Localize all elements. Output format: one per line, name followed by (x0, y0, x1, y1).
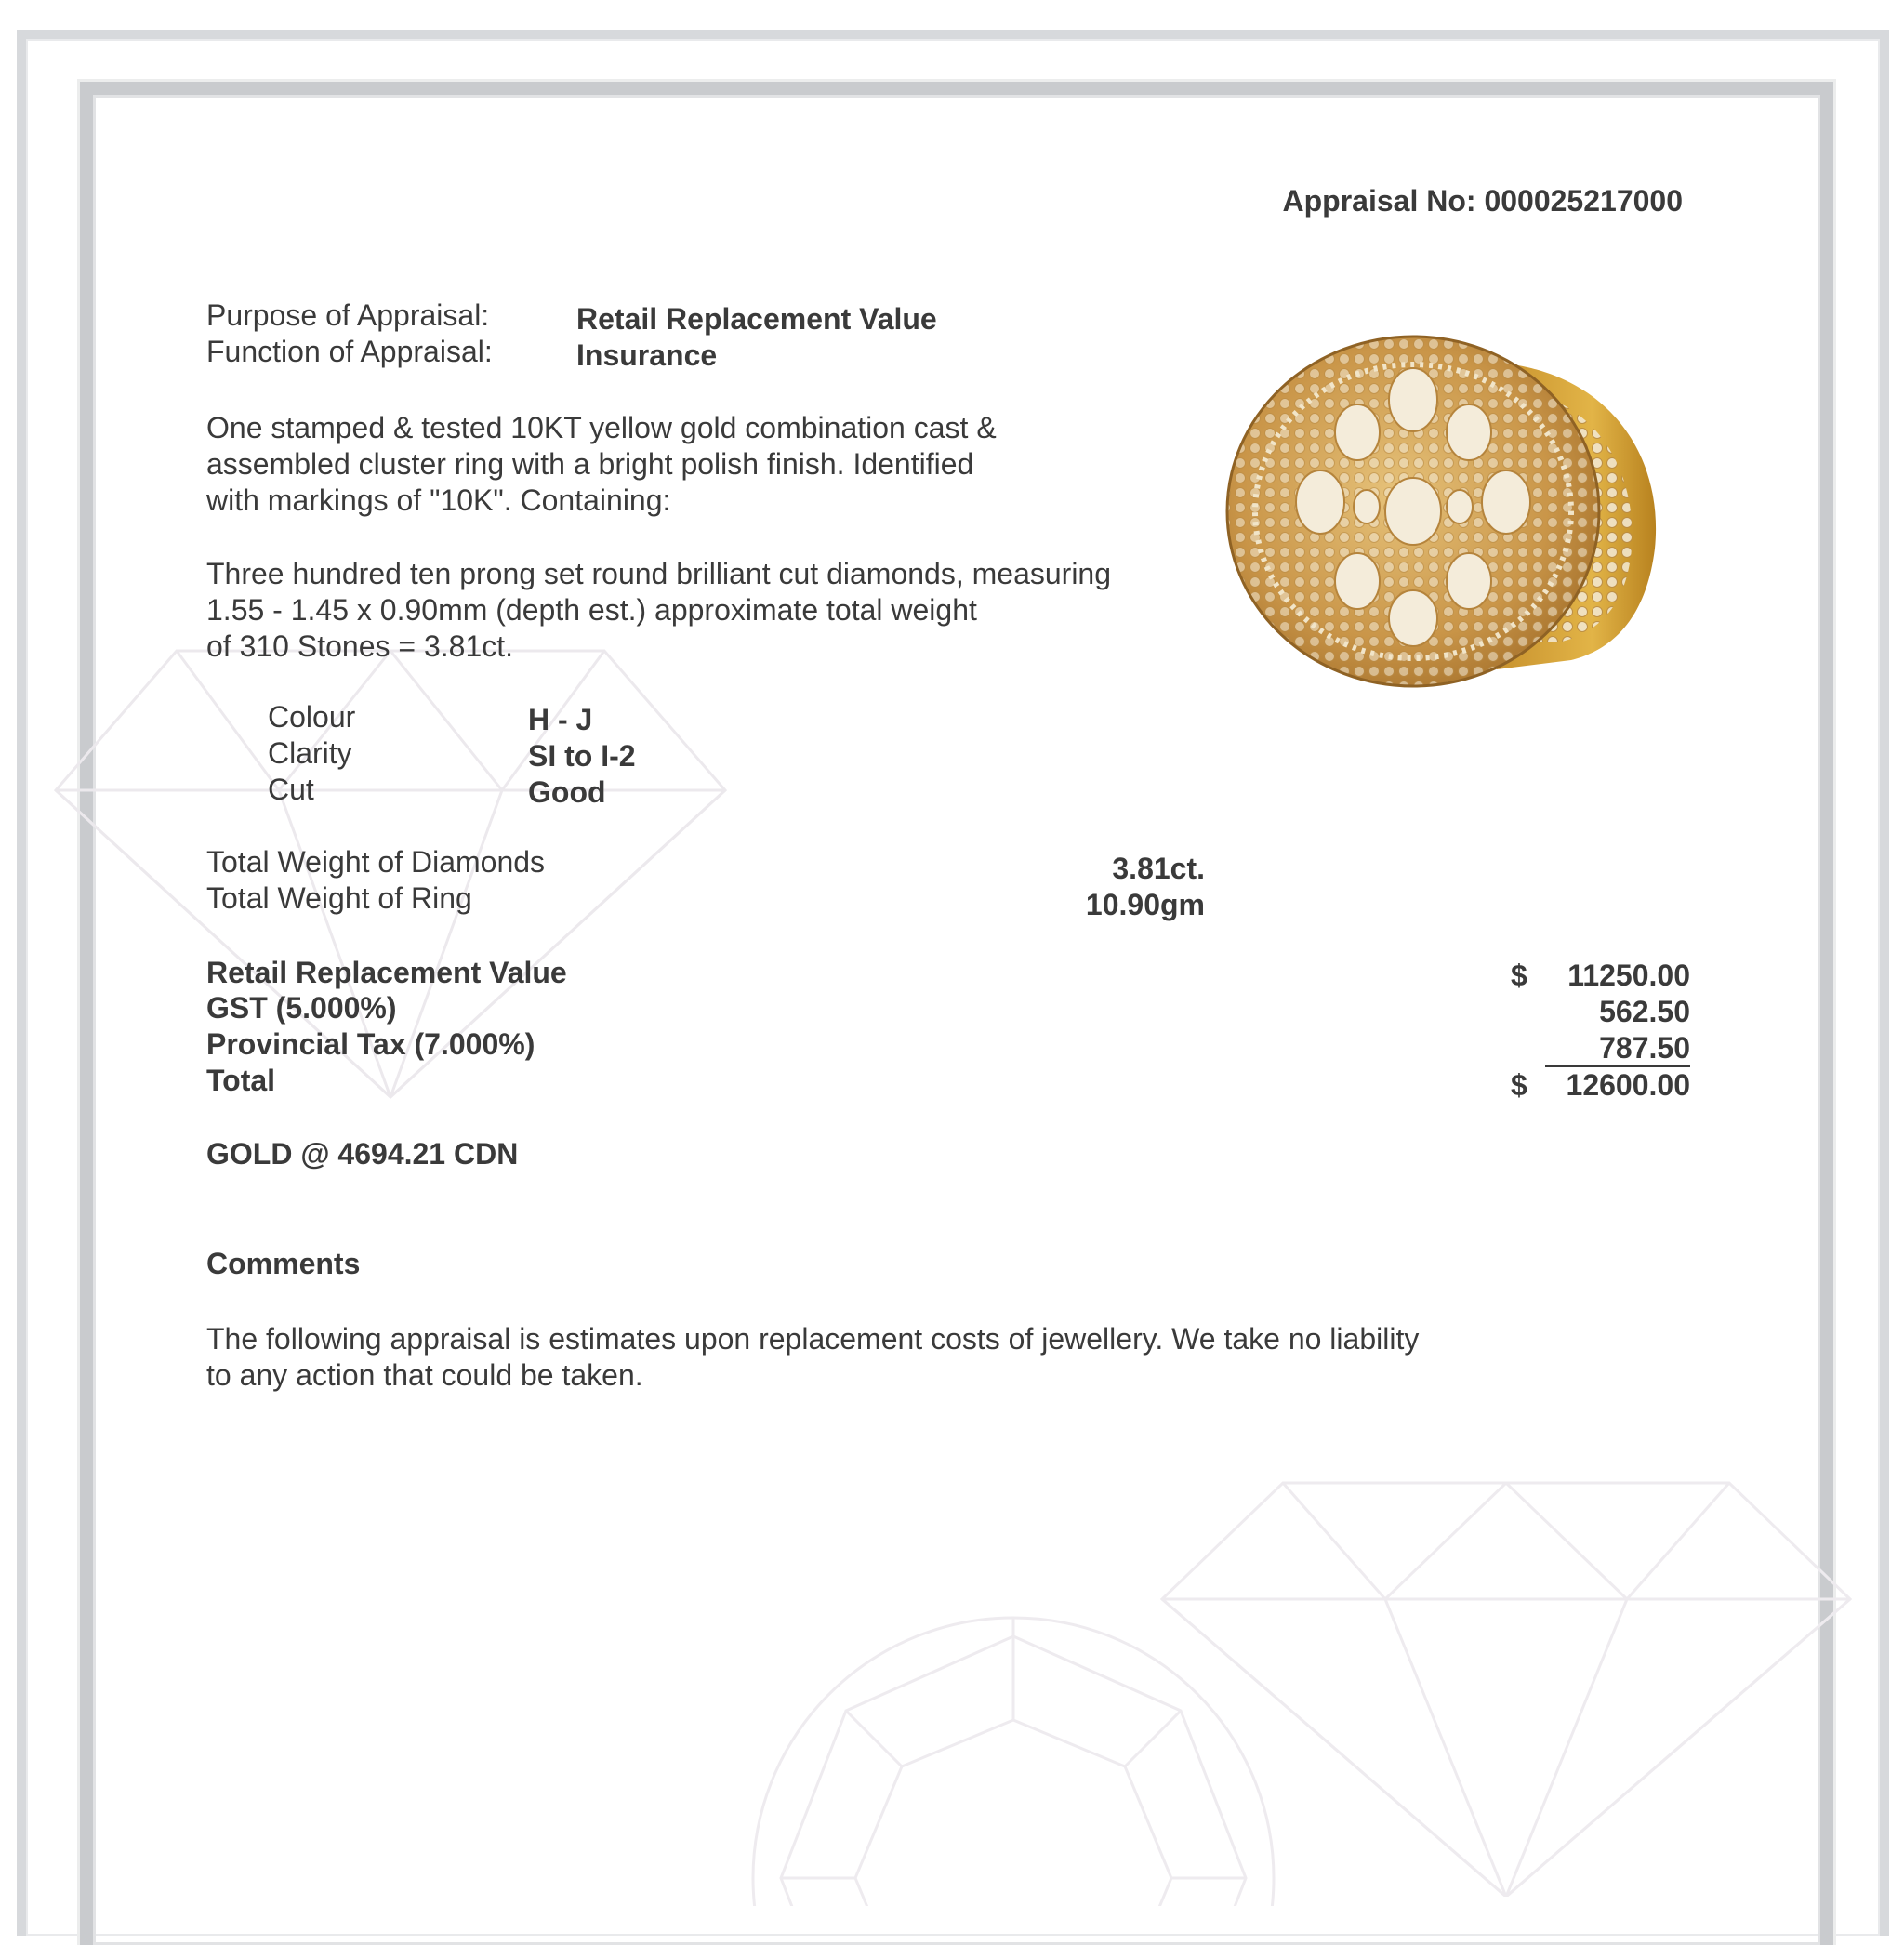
description-line: One stamped & tested 10KT yellow gold combination cast & (206, 411, 997, 444)
appraisal-number: Appraisal No: 000025217000 (1282, 184, 1683, 218)
comments-line: to any action that could be taken. (206, 1358, 643, 1392)
purpose-value: Retail Replacement Value (576, 302, 937, 336)
grading-value-colour: H - J (528, 703, 593, 736)
weight-value-ring: 10.90gm (1085, 888, 1205, 921)
valuation-value-total: 12600.00 (1566, 1068, 1690, 1102)
grading-value-cut: Good (528, 775, 606, 809)
stones-line: of 310 Stones = 3.81ct. (206, 629, 514, 663)
gold-price: GOLD @ 4694.21 CDN (206, 1137, 519, 1171)
function-label: Function of Appraisal: (206, 335, 493, 368)
valuation-value-provincial: 787.50 (1599, 1031, 1690, 1065)
function-value: Insurance (576, 338, 718, 372)
valuation-value-gst: 562.50 (1599, 995, 1690, 1028)
grading-label-cut: Cut (268, 773, 314, 806)
comments-line: The following appraisal is estimates upon replacement costs of jewellery. We take no liability (206, 1322, 1420, 1356)
ring-photo (1218, 307, 1683, 697)
stones-line: 1.55 - 1.45 x 0.90mm (depth est.) approximate total weight (206, 593, 977, 627)
grading-label-clarity: Clarity (268, 736, 352, 770)
valuation-label-provincial: Provincial Tax (7.000%) (206, 1027, 536, 1061)
valuation-currency-total: $ (1511, 1068, 1527, 1102)
grading-value-clarity: SI to I-2 (528, 739, 636, 773)
description-line: assembled cluster ring with a bright polish finish. Identified (206, 447, 974, 481)
weight-value-diamonds: 3.81ct. (1112, 852, 1205, 885)
description-line: with markings of "10K". Containing: (206, 483, 671, 517)
weight-label-diamonds: Total Weight of Diamonds (206, 845, 546, 879)
grading-label-colour: Colour (268, 700, 356, 734)
valuation-label-retail: Retail Replacement Value (206, 956, 567, 989)
purpose-label: Purpose of Appraisal: (206, 298, 490, 332)
stones-line: Three hundred ten prong set round brilliant cut diamonds, measuring (206, 557, 1112, 590)
valuation-currency-retail: $ (1511, 959, 1527, 992)
valuation-label-gst: GST (5.000%) (206, 991, 397, 1025)
comments-heading: Comments (206, 1247, 361, 1280)
valuation-value-retail: 11250.00 (1567, 959, 1690, 992)
valuation-label-total: Total (206, 1064, 276, 1097)
weight-label-ring: Total Weight of Ring (206, 881, 472, 915)
